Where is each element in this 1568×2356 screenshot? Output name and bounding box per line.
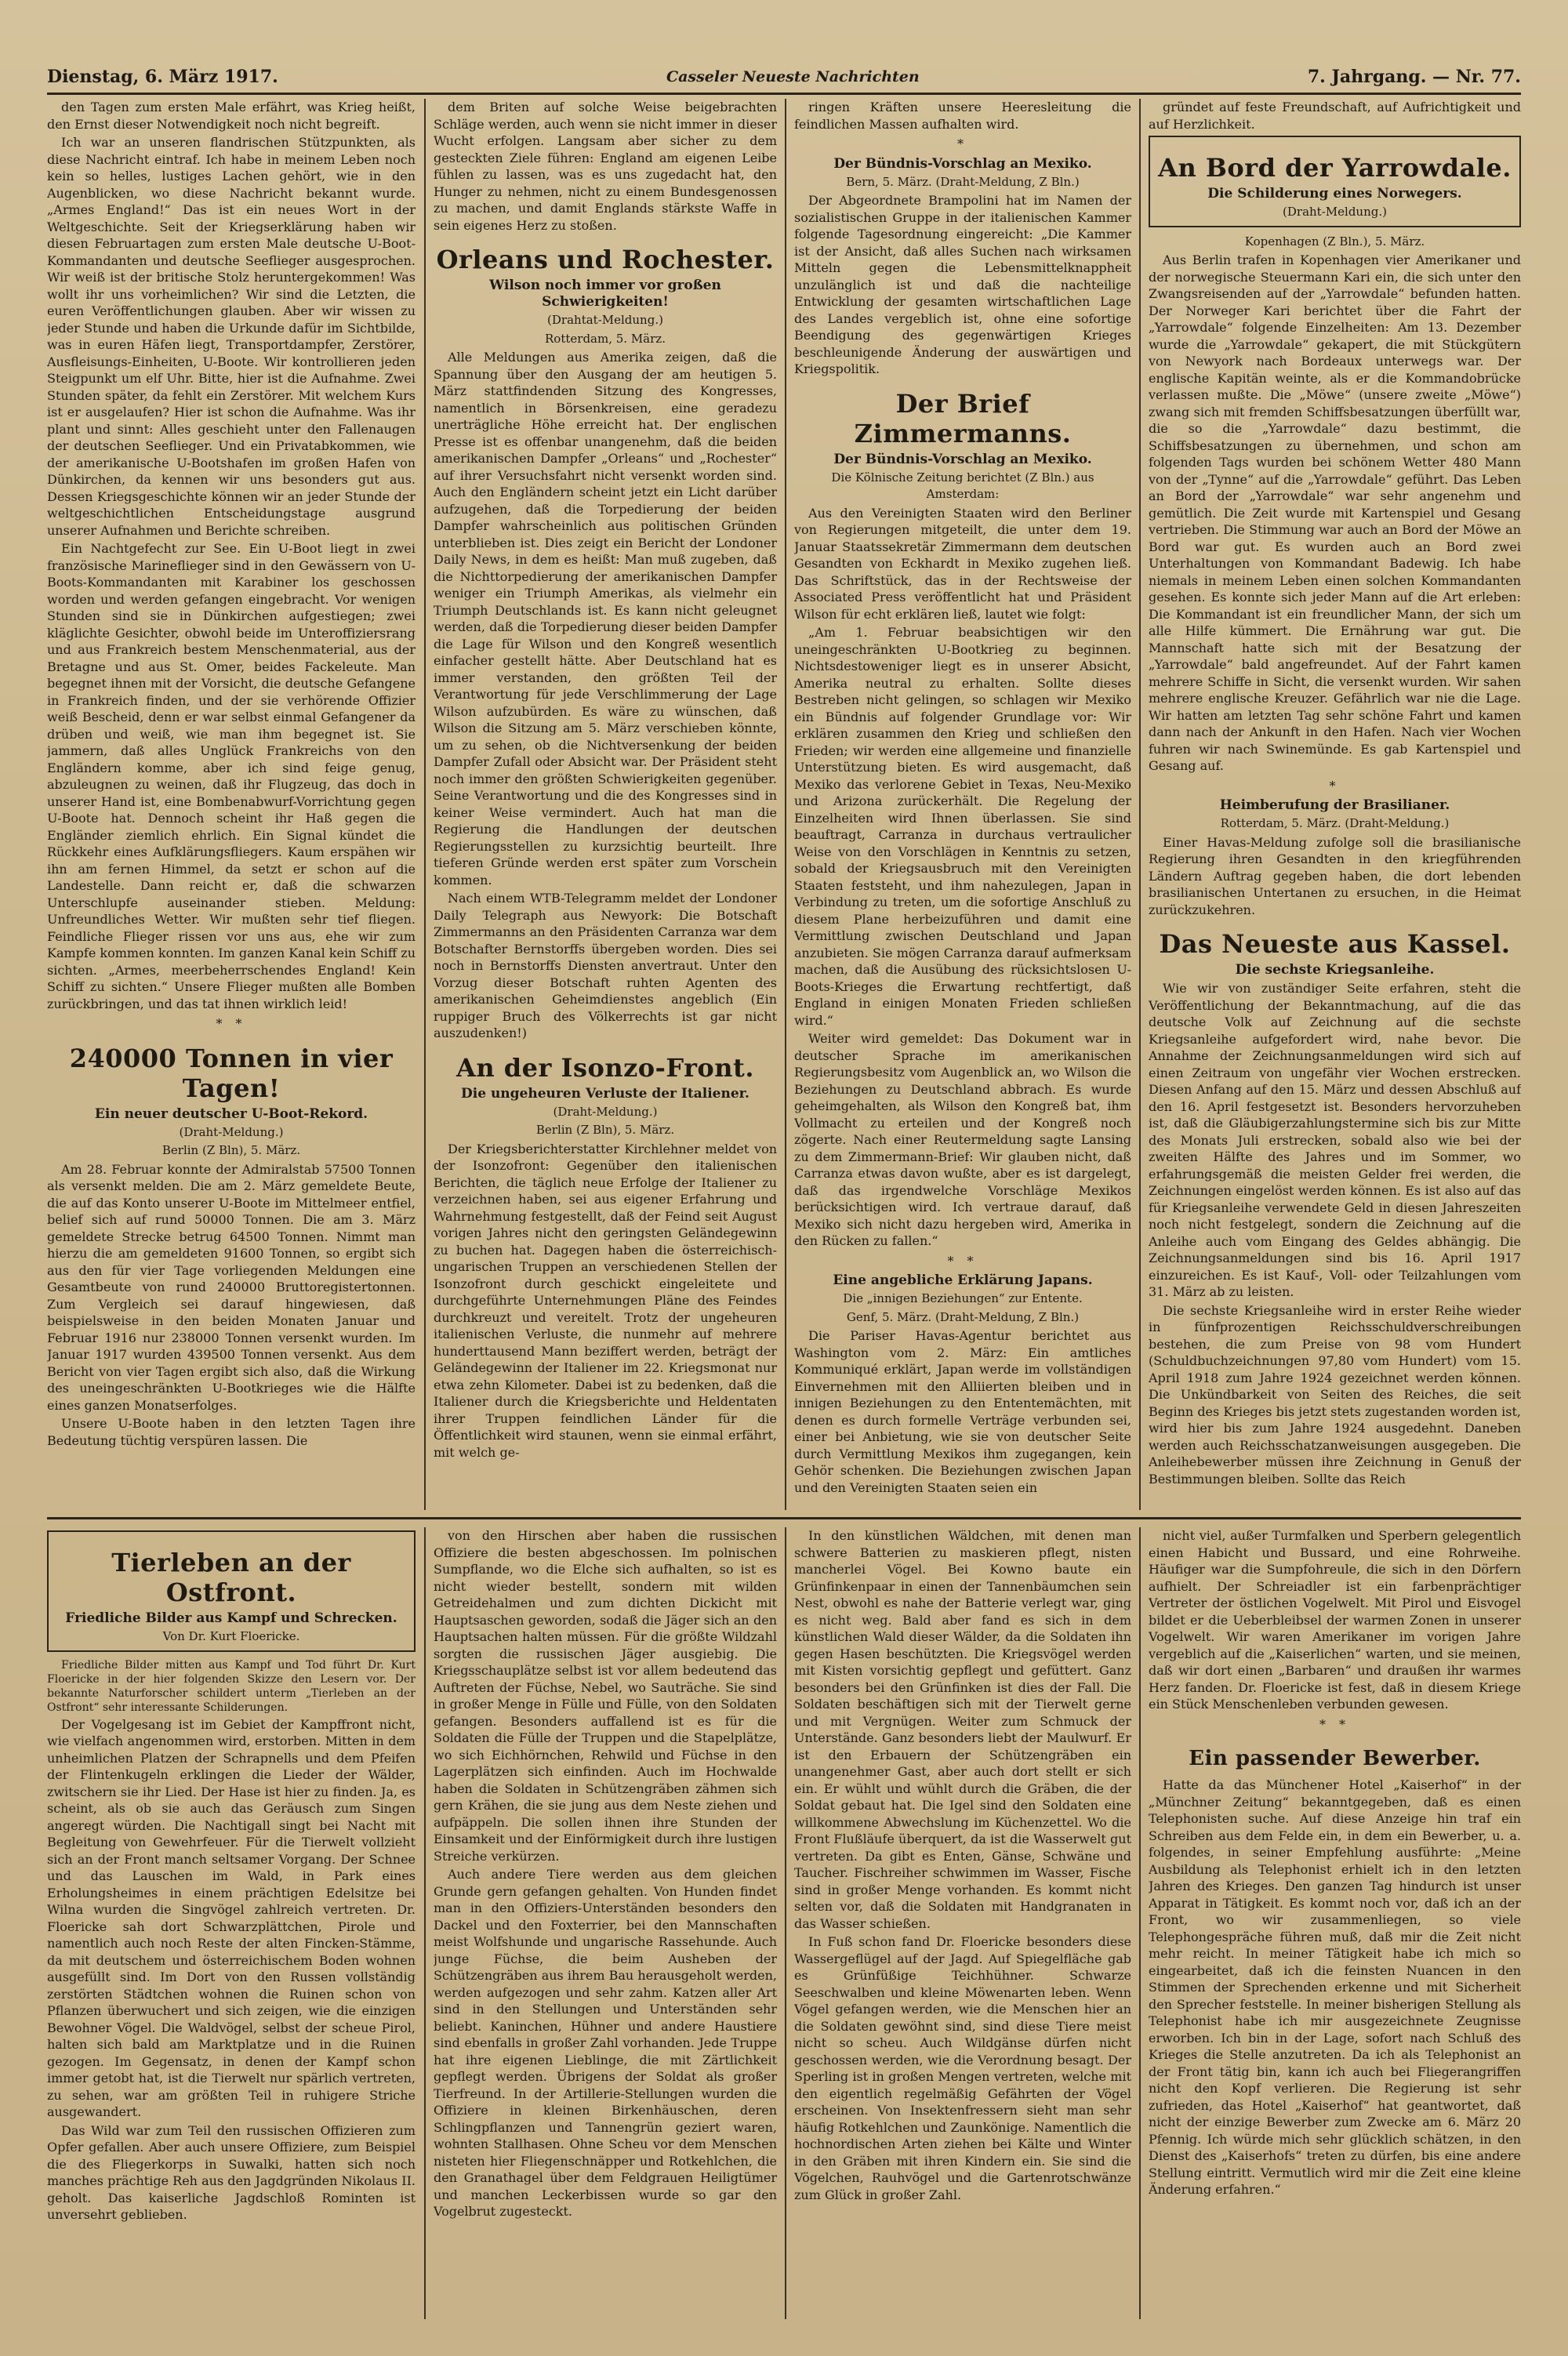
issue-number: 7. Jahrgang. — Nr. 77. bbox=[1307, 67, 1521, 87]
paragraph: Die Pariser Havas-Agentur berichtet aus Washington vom 2. März: Ein amtliches Kommuniqué erklärt, Japan werde im vollständigen Einvernehmen mit den Alliierten bleiben und in innigen Beziehungen zu den Ententemächten, mit denen es durch formelle Verträge verbunden sei, einer bei Anbietung, wie sie von deutscher Seite durch Vermittlung Mexikos ihm zugegangen, kein Gehör schenken. Die Beziehungen zwischen Japan und den Vereinigten Staaten seien ein bbox=[794, 1328, 1131, 1495]
paragraph: Ich war an unseren flandrischen Stützpunkten, als diese Nachricht eintraf. Ich habe in meinem Leben noch kein so helles, lustiges Lachen gehört, wie in den Augenblicken, wo diese Nachricht bekannt wurde. „Armes England!“ Das ist ein neues Wort in der Weltgeschichte. Seit der Kriegserklärung haben wir diesen Februartagen zum ersten Male deutsche U-Boot-Kommandanten und deutsche Seeflieger ausgesprochen. Wir weiß ist der britische Stolz heruntergekommen! Was wollt ihr uns vorheimlichen? Wir sind die Letzten, die euren Veröffentlichungen glauben. Aber wir wissen zu jeder Stunde und haben die Urkunde dafür im Sichtbilde, was in euren Häfen liegt, Transportdampfer, Zerstörer, Ausfleisungs-Einheiten, U-Boote. Wir kontrollieren jeden Steigpunkt um elf Uhr. Bitte, hier ist die Aufnahme. Zwei Stunden später, da fehlt ein Zerstörer. Mit welchem Kurs ist er ausgelaufen? Hier ist schon die Aufnahme. Was ihr plant und sinnt: Alles geschieht unter den Fallenaugen der deutschen Seeflieger. Und ein Privatabkommen, wie der amerikanische U-Bootshafen im großen Hafen von Dünkirchen, da kennen wir uns besonders gut aus. Dessen Kriegsgeschichte können wir an jeder Stunde der weltgeschichtlichen Entscheidungstage ausgrund unserer Aufnahmen und Berichte schreiben. bbox=[47, 135, 416, 538]
paragraph: den Tagen zum ersten Male erfährt, was Krieg heißt, den Ernst dieser Notwendigkeit noch nicht begreift. bbox=[47, 100, 416, 132]
subheadline: Die sechste Kriegsanleihe. bbox=[1235, 962, 1435, 978]
paragraph: Nach einem WTB-Telegramm meldet der Londoner Daily Telegraph aus Newyork: Die Botschaft Zimmermanns an den Präsidenten Carranza war dem Botschafter Bernstorffs übergeben worden. Dies sei noch in Bernstorffs Diensten anvertraut. Unter den Vorzug dieser Botschaft ruhten Agenten des amerikanischen Geheimdienstes angeblich (Ein ruppiger Bruch des Völkerrechts ist gar nicht auszudenken!) bbox=[434, 891, 777, 1040]
paragraph: Das Wild war zum Teil den russischen Offizieren zum Opfer gefallen. Aber auch unsere Offiziere, zum Beispiel die des Fliegerkorps in Suwalki, hatten sich noch manches prächtige Reh aus den Jagdgründen Nikolaus II. geholt. Das kaiserliche Jagdschloß Rominten ist unversehrt geblieben. bbox=[47, 2122, 416, 2222]
dateline: Bern, 5. März. (Draht-Meldung, Z Bln.) bbox=[846, 174, 1080, 189]
column-rule bbox=[785, 1527, 786, 2319]
headline: An der Isonzo-Front. bbox=[456, 1052, 754, 1083]
dateline: Genf, 5. März. (Draht-Meldung, Z Bln.) bbox=[846, 1309, 1080, 1324]
headline: Das Neueste aus Kassel. bbox=[1159, 929, 1511, 959]
top-column-2 bbox=[434, 99, 777, 1510]
feuilleton-header-box bbox=[47, 1530, 416, 1652]
top-column-4 bbox=[1149, 99, 1521, 1510]
dateline: Die „innigen Beziehungen“ zur Entente. bbox=[843, 1291, 1083, 1305]
column-rule bbox=[785, 99, 786, 1510]
paragraph: Hatte da das Münchener Hotel „Kaiserhof“ in der „Münchner Zeitung“ bekanntgegeben, daß es einen Telephonisten suche. Auf diese Anzeige hin traf ein Schreiben aus dem Felde ein, in dem ein Bewerber, u. a. folgendes, in seiner Empfehlung ausführte: „Meine Ausbildung als Telephonist erhielt ich in den letzten Jahren des Krieges. Den ganzen Tag hindurch ist unser Apparat in Tätigkeit. Es kommt noch vor, daß ich an der Front, wo wir zusammenliegen, so viele Telephongespräche führen muß, daß mir die Zeit nicht mehr reicht. In meiner Tätigkeit habe ich mich so eingearbeitet, daß ich die feinsten Nuancen in den Stimmen der Sprechenden erkenne und mit Sicherheit den Sprecher feststelle. In meiner bisherigen Stellung als Telephonist habe ich mir ausgezeichnete Zeugnisse erworben. Ich bin in der Lage, sofort nach Schluß des Krieges die Stelle anzutreten. Da ich als Telephonist an der Front tätig bin, kann ich auch bei Fliegerangriffen nicht den Kopf verlieren. Die Regierung ist sehr zufrieden, das Hotel „Kaiserhof“ hat geantwortet, daß nicht der einzige Bewerber zum Zwecke am 6. März 20 Pfennig. Ich würde mich sehr glücklich schätzen, in den Dienst des „Kaiserhofs“ treten zu dürfen, bis eine andere Stellung eintritt. Vermutlich wird mir die Zeit eine kleine Änderung erfahren.“ bbox=[1149, 1777, 1521, 2197]
headline: Der Brief Zimmermanns. bbox=[854, 388, 1072, 448]
subheadline: Die ungeheuren Verluste der Italiener. bbox=[461, 1085, 750, 1102]
paragraph: Weiter wird gemeldet: Das Dokument war in deutscher Sprache im amerikanischen Regierungsbesitz vom Augenblick an, wo Wilson die Beziehungen zu Deutschland abbrach. Es wurde geheimgehalten, als Wilson den Kongreß bat, ihm Vollmacht zu erteilen und der Kongreß noch zögerte. Nach einer Reutermeldung sagte Lansing zu dem Zimmermann-Brief: Wir glauben nicht, daß Carranza etwas davon wußte, aber es ist dargelegt, daß das irgendwelche Vorschläge Mexikos berücksichtigen wird. Ich vertraue darauf, daß Mexiko sich nicht dazu hergeben wird, Amerika in den Rücken zu fallen.“ bbox=[794, 1031, 1131, 1248]
subheadline: Heimberufung der Brasilianer. bbox=[1219, 797, 1450, 813]
paragraph: gründet auf feste Freundschaft, auf Aufrichtigkeit und auf Herzlichkeit. bbox=[1149, 100, 1521, 132]
headline: Tierleben an der Ostfront. bbox=[111, 1548, 351, 1607]
editor-note: Friedliche Bilder mitten aus Kampf und Tod führt Dr. Kurt Floericke in der hier folgenden Skizze den Lesern vor. Der bekannte Naturforscher schildert unterm „Tierleben an der Ostfront“ sehr interessante Schilderungen. bbox=[47, 1658, 416, 1714]
paper-title: Casseler Neueste Nachrichten bbox=[666, 68, 920, 85]
dateline: Berlin (Z Bln), 5. März. bbox=[535, 1123, 675, 1137]
paragraph: ringen Kräften unsere Heeresleitung die feindlichen Massen aufhalten wird. bbox=[794, 100, 1131, 132]
dateline: (Draht-Meldung.) bbox=[1283, 205, 1387, 219]
paragraph: von den Hirschen aber haben die russischen Offiziere die besten abgeschossen. Im polnischen Sumpflande, wo die Elche sich aufhalten, so ist es nicht wieder bestellt, sondern mit wilden Getreidehalmen und zum dichten Dickicht mit Hauptsaschen geworden, sodaß die Jäger sich an den Hauptsachen halten müssen. Für die größte Wildzahl sorgten die russischen Jäger ausgiebig. Die Kriegsschauplätze selbst ist vor allem bedeutend das Auftreten der Füchse, Nebel, wo Sauträche. Sie sind in großer Menge in Fülle und Fülle, von den Soldaten gefangen. Besonders auffallend ist es für die Soldaten die Fülle der Truppen und die Stapelplätze, wo sich Eichhörnchen, Rehwild und Füchse in den Lagerplätzen sich einfinden. Auch im Hochwalde haben die Soldaten in Schützengräben zähmen sich gern Krähen, die sie jung aus dem Neste ziehen und aufpäppeln. Die sollen ihnen ihre Stunden der Einsamkeit und der Einförmigkeit durch ihre lustigen Streiche verkürzen. bbox=[434, 1528, 777, 1864]
dateline: Rotterdam, 5. März. bbox=[545, 331, 666, 346]
headline: 240000 Tonnen in vier Tagen! bbox=[69, 1043, 394, 1103]
dateline: (Draht-Meldung.) bbox=[179, 1124, 284, 1139]
column-rule bbox=[1139, 99, 1141, 1510]
headline: Ein passender Bewerber. bbox=[1189, 1747, 1481, 1770]
paragraph: Der Kriegsberichterstatter Kirchlehner meldet von der Isonzofront: Gegenüber den italienischen Berichten, die täglich neue Erfolge der Italiener zu verzeichnen haben, sei aus eigener Erfahrung und Wahrnehmung festgestellt, daß der Feind seit August vorigen Jahres nicht den geringsten Geländegewinn zu buchen hat. Dagegen haben die österreichisch-ungarischen Truppen an verschiedenen Stellen der Isonzofront durch geschickt eingeleitete und durchgeführte Unternehmungen Pläne des Feindes durchkreuzt und vereitelt. Trotz der ungeheuren italienischen Verluste, die nunmehr auf mehrere hunderttausend Mann beziffert werden, beträgt der Geländegewinn der Italiener im 22. Kriegsmonat nur etwa zehn Kilometer. Dabei ist zu bedenken, daß die Italiener durch die Kriegsberichte und Heldentaten ihrer Truppen feindlichen Länder für die Öffentlichkeit wird staunen, wenn sie einmal erfährt, mit welch ge- bbox=[434, 1141, 777, 1460]
paragraph: Einer Havas-Meldung zufolge soll die brasilianische Regierung ihren Gesandten in den kriegführenden Ländern Auftrag gegeben haben, die dort lebenden brasilianischen Untertanen zu ersuchen, in die Heimat zurückzukehren. bbox=[1149, 834, 1521, 917]
top-column-1 bbox=[47, 99, 416, 1510]
subheadline: Der Bündnis-Vorschlag an Mexiko. bbox=[833, 451, 1092, 467]
headline: An Bord der Yarrowdale. bbox=[1158, 153, 1512, 183]
dateline: Die Kölnische Zeitung berichtet (Z Bln.) aus Amsterdam: bbox=[831, 470, 1094, 501]
paragraph: In Fuß schon fand Dr. Floericke besonders diese Wassergeflügel auf der Jagd. Auf Spiegelfläche gab es Grünfüßige Teichhühner. Schwarze Seeschwalben und kleine Möwenarten leben. Wenn Vögel gefangen werden, wie die Menschen hier an die Soldaten gewöhnt sind, sind diese Tiere meist nicht so scheu. Auch Wildgänse dürfen nicht geschossen werden, wie die Verordnung besagt. Der Sperling ist in großen Mengen vertreten, welche mit den eigentlich regelmäßig Gefährten der Vögel erscheinen. Von Insektenfressern sieht man sehr häufig Rotkehlchen und Zaunkönige. Namentlich die hochnordischen Arten ziehen bei Kälte und Winter in den Gräben mit ihren Kindern ein. Sie sind die Vögelchen, Rauhvögel und die Gartenrotschwänze zum Glück in großer Zahl. bbox=[794, 1934, 1131, 2202]
dateline: (Drahtat-Meldung.) bbox=[547, 313, 663, 327]
subheadline: Friedliche Bilder aus Kampf und Schrecken. bbox=[65, 1610, 397, 1626]
dateline: Kopenhagen (Z Bln.), 5. März. bbox=[1244, 234, 1425, 249]
masthead bbox=[47, 61, 1521, 95]
dateline: (Draht-Meldung.) bbox=[553, 1104, 658, 1119]
paragraph: dem Briten auf solche Weise beigebrachten Schläge werden, auch wenn sie nicht immer in dieser Wucht erfolgen. Langsam aber sicher zu dem gesteckten Ziele führen: England am eigenen Leibe fühlen zu lassen, was es uns zugedacht hat, den Hunger zu nehmen, nicht zu einem Bundesgenossen zu machen, und damit Englands stärkste Waffe in sein eigenes Herz zu stoßen. bbox=[434, 100, 777, 233]
paragraph: Alle Meldungen aus Amerika zeigen, daß die Spannung über den Ausgang der am heutigen 5. März stattfindenden Sitzung des Kongresses, namentlich in Börsenkreisen, eine geradezu unerträgliche Höhe erreicht hat. Der englischen Presse ist es offenbar unangenehm, daß die beiden amerikanischen Dampfer „Orleans“ und „Rochester“ auf ihrer Versuchsfahrt nicht versenkt worden sind. Auch den Engländern scheint jetzt ein Licht darüber aufzugehen, daß die Torpedierung der beiden Dampfer wahrscheinlich aus politischen Gründen unterblieben ist. Dies zeigt ein Bericht der Londoner Daily News, in dem es heißt: Man muß zugeben, daß die Nichttorpedierung der amerikanischen Dampfer weniger ein Triumph Amerikas, als vielmehr ein Triumph Deutschlands ist. Es kann nicht geleugnet werden, daß die Torpedierung dieser beiden Dampfer die Lage für Wilson und den Kongreß wesentlich einfacher gestellt hätte. Aber Deutschland hat es immer verstanden, den größten Teil der Verantwortung für jede Verschlimmerung der Lage Wilson aufzubürden. Es wäre zu wünschen, daß Wilson die Sitzung am 5. März verschieben könnte, um zu sehen, ob die Nichtversenkung der beiden Dampfer Zufall oder Absicht war. Der Präsident steht noch immer den größten Schwierigkeiten gegenüber. Seine Verantwortung und die des Kongresses sind in keiner Weise vermindert. Auch hat man die Regierung die Handlungen der deutschen Regierungsstellen zu kurzsichtig beurteilt. Ihre tieferen Gründe werden erst später zum Vorschein kommen. bbox=[434, 350, 777, 888]
paragraph: Der Abgeordnete Brampolini hat im Namen der sozialistischen Gruppe in der italienischen Kammer folgende Tagesordnung eingereicht: „Die Kammer ist der Ansicht, daß alles Suchen nach wirksamen Mitteln gegen die Lebensmittelknappheit unzulänglich ist und daß die nachteilige Entwicklung der gesamten wirtschaftlichen Lage des Landes vergeblich ist, ohne eine sofortige Beendigung des gegenwärtigen Krieges beschleunigende Änderung der auswärtigen und Kriegspolitik. bbox=[794, 193, 1131, 376]
paragraph: Der Vogelgesang ist im Gebiet der Kampffront nicht, wie vielfach angenommen wird, erstorben. Mitten in dem unheimlichen Platzen der Schrapnells und dem Pfeifen der Flintenkugeln erklingen die Lieder der Wälder, zwitschern sie ihr Lied. Der Hase ist hier zu finden. Ja, es scheint, als ob sie auch das Geräusch zum Singen angeregt würden. Die Nachtigall singt bei Nacht mit Begleitung von Gewehrfeuer. Für die Tierwelt vollzieht sich an der Front manch seltsamer Vorgang. Der Schnee und das Lauschen im Wald, in Park eines Erholungsheimes in einem prächtigen Edelsitze bei Wilna wurden die Singvögel zahlreich vertreten. Dr. Floericke sah dort Schwarzplättchen, Pirole und namentlich auch noch Reste der alten Fincken-Stämme, da mit deutschem und österreichischem Boden wohnen ausgefüllt sind. Im Dort von den Russen vollständig zerstörten Städtchen wohnen die Ruinen schon von Pflanzen überwuchert und sich zeigen, wie die einzigen Bewohner Vögel. Die Waldvögel, selbst der scheue Pirol, halten sich bald am Marktplatze und in die Ruinen gezogen. Im Gegensatz, in denen der Kampf schon immer getobt hat, ist die Tierwelt nur spärlich vertreten, zu sehen, war am größten Teil in ruhigere Striche ausgewandert. bbox=[47, 1716, 416, 2119]
paragraph: Unsere U-Boote haben in den letzten Tagen ihre Bedeutung tüchtig verspüren lassen. Die bbox=[47, 1416, 416, 1448]
paragraph: nicht viel, außer Turmfalken und Sperbern gelegentlich einen Habicht und Bussard, und eine Rohrweihe. Häufiger war die Sumpfohreule, die sich in den Dörfern aufhielt. Der Schreiadler ist ein farbenprächtiger Vertreter der östlichen Vogelwelt. Mit Pirol und Eisvogel bildet er die Ueberbleibsel der warmen Zonen in unserer Vogelwelt. Wir waren Amerikaner im vorigen Jahre vergeblich auf die „Kaiserlichen“ warten, und sie meinen, daß wir dort einen „Barbaren“ und draußen ihr warmes Herz fanden. Dr. Floericke ist fest, daß in diesem Kriege ein Stück Menschenleben verbunden gewesen. bbox=[1149, 1528, 1521, 1712]
subheadline: Wilson noch immer vor großen Schwierigkeiten! bbox=[489, 278, 721, 310]
column-rule bbox=[1139, 1527, 1141, 2319]
paragraph: In den künstlichen Wäldchen, mit denen man schwere Batterien zu maskieren pflegt, nisten mancherlei Vögel. Bei Kowno baute ein Grünfinkenpaar in einen der Tannenbäumchen sein Nest, obwohl es nahe der Batterie verlegt war, ging es nicht weg. Bald aber fand es sich in dem künstlichen Wald dieser Wälder, da die Soldaten ihn gegen Hasen beschützten. Die Kriegsvögel werden mit Kisten vorsichtig gepflegt und gefüttert. Ganz besonders bei den Grünfinken ist dies der Fall. Die Soldaten beschäftigen sich mit der Tierwelt gerne und mit Vergnügen. Weiter zum Schmuck der Unterstände. Ganz besonders liebt der Maulwurf. Er ist den Erbauern der Schützengräben ein unangenehmer Gast, aber auch dort stellt er sich ein. Er wühlt und wühlt durch die Gräben, die der Soldat gebaut hat. Die Igel sind den Soldaten eine willkommene Abwechslung im Küchenzettel. Wo die Front Flußläufe überquert, da ist die Wasserwelt gut vertreten. Da gibt es Enten, Gänse, Schwäne und Taucher. Fischreiher schwimmen im Wasser, Fische sind in großer Menge vorhanden. Es kommt nicht selten vor, daß die Soldaten mit Handgranaten in das Wasser schießen. bbox=[794, 1528, 1131, 1931]
subheadline: Der Bündnis-Vorschlag an Mexiko. bbox=[833, 155, 1092, 172]
dateline: Rotterdam, 5. März. (Draht-Meldung.) bbox=[1220, 816, 1450, 830]
subheadline: Eine angebliche Erklärung Japans. bbox=[833, 1272, 1093, 1288]
issue-date: Dienstag, 6. März 1917. bbox=[47, 67, 278, 87]
top-column-3 bbox=[794, 99, 1131, 1510]
column-rule bbox=[424, 1527, 426, 2319]
paragraph: Wie wir von zuständiger Seite erfahren, steht die Veröffentlichung der Bekanntmachung, auf die das deutsche Volk auf Zeichnung auf die sechste Kriegsanleihe aufgefordert wird, nahe bevor. Die Annahme der Zeichnungsanmeldungen wird sich auf einen Zeitraum von ungefähr vier Wochen erstrecken. Diesen Anfang auf den 15. März und dessen Abschluß auf den 16. April festgesetzt ist. Besonders hervorzuheben ist, daß die Gläubigerzahlungstermine sich bis zur Mitte des Monats Juli erstrecken, sobald also wie bei der zweiten Hälfte des Jahres und im Sommer, wo erfahrungsgemäß die meisten Gelder frei werden, die Zeichnungen eingelöst werden können. Es ist also auf das für Kriegsanleihe verwendete Geld in diesen Jahreszeiten noch nicht festgelegt, sondern die Zeichnung auf die Anleihe auch vom Eingang des Geldes abhängig. Die Zeichnungsanmeldungen sind bis 16. April 1917 einzureichen. Es ist Kauf-, Voll- oder Teilzahlungen vom 31. März ab zu leisten. bbox=[1149, 981, 1521, 1299]
headline: Orleans und Rochester. bbox=[436, 245, 775, 274]
paragraph: „Am 1. Februar beabsichtigen wir den uneingeschränkten U-Bootkrieg zu beginnen. Nichtsdestoweniger liegt es in unserer Absicht, Amerika neutral zu erhalten. Sollte dieses Bestreben nicht gelingen, so schlagen wir Mexiko ein Bündnis auf folgender Grundlage vor: Wir erklären zusammen den Krieg und schließen den Frieden; wir werden eine allgemeine und finanzielle Unterstützung bieten. Es wird ausgemacht, daß Mexiko das verlorene Gebiet in Texas, Neu-Mexiko und Arizona zurückerhält. Die Regelung der Einzelheiten wird Ihnen überlassen. Sie sind beauftragt, Carranza in durchaus vertraulicher Weise von den Vorschlägen in Kenntnis zu setzen, sobald der Kriegsausbruch mit den Vereinigten Staaten feststeht, und ihm nahezulegen, Japan in Verbindung zu treten, um die sofortige Anschluß zu diesem Plane herbeizuführen und damit eine Vermittlung zwischen Deutschland und Japan anzubieten. Sie mögen Carranza darauf aufmerksam machen, daß die Ausübung des rücksichtslosen U-Boots-Krieges die Erwartung rechtfertigt, daß England in einigen Monaten Frieden schließen wird.“ bbox=[794, 625, 1131, 1028]
section-divider: * * bbox=[216, 1016, 247, 1031]
article-box bbox=[1149, 136, 1521, 227]
paragraph: Aus Berlin trafen in Kopenhagen vier Amerikaner und der norwegische Steuermann Kari ein, die sich unter den Zwangsreisenden auf der „Yarrowdale“ befunden hatten. Der Norweger Kari berichtet über die Fahrt der „Yarrowdale“ folgende Einzelheiten: Am 13. Dezember wurde die „Yarrowdale“ gekapert, die mit Stückgütern von Newyork nach Bordeaux unterwegs war. Der englische Kapitän weinte, als er die Kommandobrücke verlassen mußte. Die „Möwe“ (unsere zweite „Möwe“) zwang sich mit fremden Schiffsbesatzungen überfüllt war, die so die „Yarrowdale“ dazu bestimmt, die Schiffsbesatzungen zu übernehmen, und schon am folgenden Tags wurden bei schönem Wetter 480 Mann von der „Tynne“ auf die „Yarrowdale“ geführt. Das Leben an Bord der „Yarrowdale“ war sehr angenehm und gemütlich. Die Zeit wurde mit Kartenspiel und Gesang vertrieben. Die Stimmung war auch an Bord der Möwe an Bord war gut. Es wurden auch an Bord zwei Unterhaltungen von Kommandant Badewig. Ich habe niemals in meinem Leben einen solchen Kommandanten gesehen. Es konnte sich jeder Mann auf die Art erleben: Die Kommandant ist ein freundlicher Mann, der sich um alle Hilfe kümmert. Die Ernährung war gut. Die Mannschaft hatte sich mit der Besatzung der „Yarrowdale“ bald angefreundet. Auf der Fahrt kamen mehrere Schiffe in Sicht, die versenkt wurden. Wir sahen mehrere englische Kreuzer. Gefährlich war nie die Lage. Wir hatten am letzten Tag sehr schöne Fahrt und kamen dann nach der Ankunft in den Hafen. Nach vier Wochen fuhren wir nach Swinemünde. Es gab Kartenspiel und Gesang auf. bbox=[1149, 252, 1521, 773]
subheadline: Die Schilderung eines Norwegers. bbox=[1207, 186, 1462, 201]
section-divider: * * bbox=[947, 1253, 978, 1269]
subheadline: Ein neuer deutscher U-Boot-Rekord. bbox=[94, 1105, 368, 1122]
bottom-column-1 bbox=[47, 1527, 416, 2319]
bottom-column-4 bbox=[1149, 1527, 1521, 2319]
section-divider: * bbox=[1329, 778, 1341, 793]
bottom-column-2 bbox=[434, 1527, 777, 2319]
column-rule bbox=[424, 99, 426, 1510]
section-divider: * * bbox=[1319, 1716, 1351, 1732]
paragraph: Die sechste Kriegsanleihe wird in erster Reihe wieder in fünfprozentigen Reichsschuldverschreibungen bestehen, die zum Preise von 98 vom Hundert (Schuldbuchzeichnungen 97,80 vom Hundert) vom 15. April 1918 zum Jahre 1924 gezeichnet werden können. Die Unkündbarkeit von Seiten des Reiches, die seit Beginn des Krieges bis jetzt stets zugestanden worden ist, wird hier bis zum Jahre 1924 ausgedehnt. Daneben werden auch Reichsschatzanweisungen ausgegeben. Die Anleihebewerber müssen ihre Zeichnung in Genuß der Bestimmungen bleiben. Sollte das Reich bbox=[1149, 1302, 1521, 1487]
author-line: Von Dr. Kurt Floericke. bbox=[162, 1629, 300, 1643]
paragraph: Ein Nachtgefecht zur See. Ein U-Boot liegt in zwei französische Marineflieger sind in den Gewässern von U-Boots-Kommandanten mit Karabiner los geschossen worden und werden gefangen eingebracht. Vor wenigen Stunden sind sie in Dünkirchen aufgestiegen; zwei kläglichte Gesichter, obwohl beide im Unteroffiziersrang und aus Frankreich bestem Menschenmaterial, aus der Bretagne und aus St. Omer, beides Fackeleute. Man begegnet ihnen mit der Vorsicht, die deutsche Gefangene in Frankreich finden, und der sie verhörende Offizier weiß Bescheid, denn er war selbst einmal Gefangener da drüben und weiß, wie man ihm begegnet ist. Sie jammern, daß alles Unglück Frankreichs von den Engländern komme, aber ich sind feige genug, abzuleugnen zu weinen, daß ihr Flugzeug, das doch in unserer Hand ist, eine Bombenabwurf-Vorrichtung gegen U-Boote hat. Dennoch scheint ihr Haß gegen die Engländer ziemlich ehrlich. Ein Signal kündet die Rückkehr eines Aufklärungsfliegers. Kaum erspähen wir ihn am fernen Himmel, da setzt er schon auf die Landestelle. Dann reicht er, daß die schwarzen Unterschlupfe auseinander stieben. Meldung: Unfreundliches Wetter. Wir mußten sehr tief fliegen. Feindliche Flieger rissen vor uns aus, ehe wir zum Kampfe kommen konnten. Im ganzen Kanal kein Schiff zu sichten. „Armes, meerbeherrschendes England! Kein Schiff zu sichten.“ Unsere Flieger mußten alle Bomben zurückbringen, und das tat ihnen wirklich leid! bbox=[47, 541, 416, 1011]
section-rule bbox=[47, 1517, 1521, 1519]
section-divider: * bbox=[957, 136, 968, 151]
paragraph: Am 28. Februar konnte der Admiralstab 57500 Tonnen als versenkt melden. Die am 2. März gemeldete Beute, die auf das Konto unserer U-Boote im Mittelmeer entfiel, belief sich auf rund 50000 Tonnen. Die am 3. März gemeldete Strecke betrug 64500 Tonnen. Nimmt man hierzu die am gemeldeten 91600 Tonnen, so ergibt sich aus den für vier Tage vorliegenden Meldungen eine Gesamtbeute von rund 240000 Bruttoregistertonnen. Zum Vergleich sei darauf hingewiesen, daß beispielsweise in den beiden Monaten Januar und Februar 1916 nur 238000 Tonnen versenkt wurden. Im Januar 1917 wurden 439500 Tonnen versenkt. Aus dem Bericht von vier Tagen ergibt sich also, daß die Wirkung des uneingeschränkten U-Bootkrieges wie die Hälfte eines ganzen Monatserfolges. bbox=[47, 1161, 416, 1413]
bottom-column-3 bbox=[794, 1527, 1131, 2319]
dateline: Berlin (Z Bln), 5. März. bbox=[162, 1143, 301, 1157]
paragraph: Aus den Vereinigten Staaten wird den Berliner von Regierungen mitgeteilt, die unter dem 19. Januar Staatssekretär Zimmermann dem deutschen Gesandten von Eckhardt in Mexiko zugehen ließ. Das Schriftstück, das in der Rechtsweise der Associated Press veröffentlicht hat und Präsident Wilson für echt erklären ließ, lautet wie folgt: bbox=[794, 505, 1131, 622]
paragraph: Auch andere Tiere werden aus dem gleichen Grunde gern gefangen gehalten. Von Hunden findet man in den Offiziers-Unterständen besonders den Dackel und den Foxterrier, bei den Mannschaften meist Wolfshunde und ungarische Rassehunde. Auch junge Füchse, die beim Ausheben der Schützengräben aus ihrem Bau herausgeholt werden, werden aufgezogen und sehr zahm. Katzen aller Art sind in den Stellungen und Unterständen sehr beliebt. Kaninchen, Hühner und andere Haustiere sind ebenfalls in großer Zahl vorhanden. Jede Truppe hat ihre eigenen Lieblinge, die mit Zärtlichkeit gepflegt werden. Übrigens der Soldat als großer Tierfreund. In der Artillerie-Stellungen wurden die Offiziere in kleinen Birkenhäuschen, deren Schlingpflanzen und Tannengrün geziert waren, wohnten Stallhasen. Ohne Scheu vor dem Menschen nisteten hier Fliegenschnäpper und Rotkehlchen, die den Granathagel über dem Feldgrauen Heiligtümer und manchen Leckerbissen wurde so gar den Vogelbrut zugesteckt. bbox=[434, 1867, 777, 2219]
